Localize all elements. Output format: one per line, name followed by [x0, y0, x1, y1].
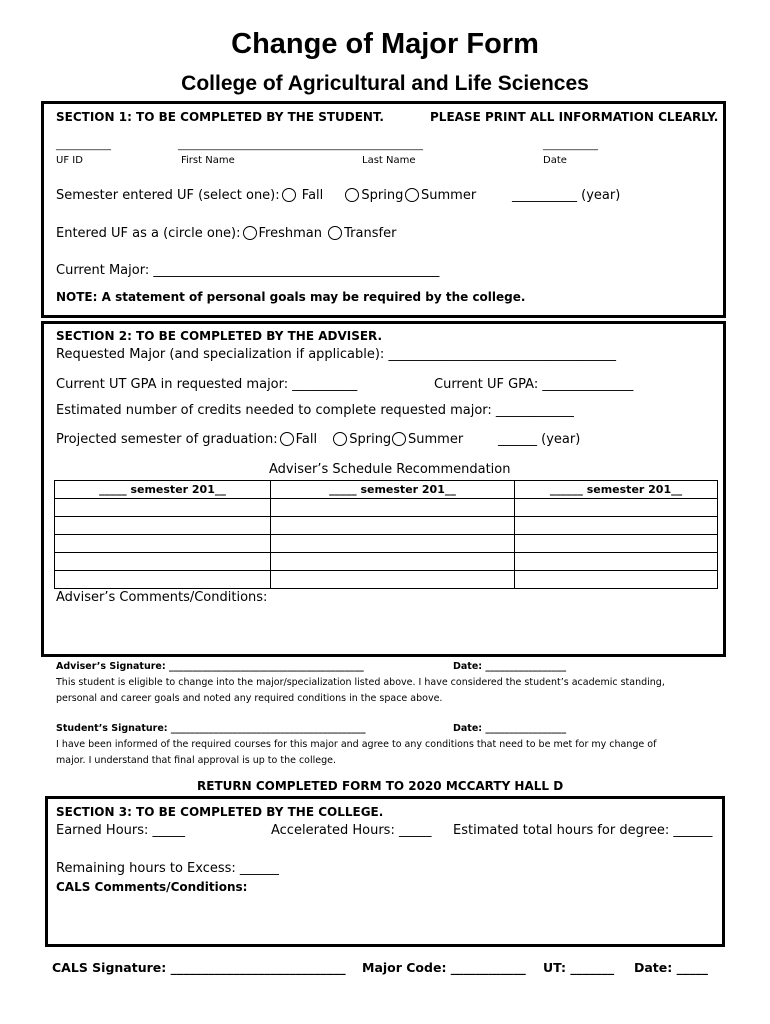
freshman-label: Freshman: [258, 226, 322, 241]
remaining-hours-field[interactable]: Remaining hours to Excess: ______: [56, 861, 279, 876]
grad-summer-label: Summer: [408, 432, 464, 447]
date-label: Date: [543, 155, 567, 166]
accelerated-hours-field[interactable]: Accelerated Hours: _____: [271, 823, 432, 838]
table-cell[interactable]: [515, 571, 718, 589]
personal-goals-note: NOTE: A statement of personal goals may be required by the college.: [56, 290, 526, 304]
spring-radio[interactable]: [345, 188, 359, 202]
semester-entered-row: [56, 188, 403, 203]
cals-signature-field[interactable]: CALS Signature: ____________________________: [52, 960, 346, 975]
graduation-row: [56, 432, 391, 447]
table-cell[interactable]: [271, 517, 515, 535]
cals-comments-label: CALS Comments/Conditions:: [56, 880, 248, 894]
adviser-statement-1: This student is eligible to change into the major/specialization listed above. I have considered the student’s academic standing,: [56, 677, 665, 688]
earned-hours-field[interactable]: Earned Hours: _____: [56, 823, 186, 838]
section1-box: [41, 101, 726, 318]
semester-prompt: Semester entered UF (select one):: [56, 188, 280, 203]
page-title: Change of Major Form: [231, 28, 539, 60]
fall-label: Fall: [301, 188, 324, 203]
summer-label: Summer: [421, 188, 477, 203]
section1-heading: SECTION 1: TO BE COMPLETED BY THE STUDENT.: [56, 110, 384, 124]
last-name-label: Last Name: [362, 155, 416, 166]
grad-spring-radio[interactable]: [333, 432, 347, 446]
grad-fall-radio[interactable]: [280, 432, 294, 446]
table-cell[interactable]: [55, 517, 271, 535]
entered-prompt: Entered UF as a (circle one):: [56, 226, 241, 241]
adviser-statement-2: personal and career goals and noted any required conditions in the space above.: [56, 693, 443, 704]
ut-field[interactable]: UT: _______: [543, 960, 615, 975]
table-cell[interactable]: [515, 553, 718, 571]
ufid-label: UF ID: [56, 155, 83, 166]
page-subtitle: College of Agricultural and Life Sciences: [181, 72, 589, 95]
summer-option: [403, 188, 476, 203]
grad-summer-option: [390, 432, 463, 447]
table-cell[interactable]: [515, 535, 718, 553]
schedule-title: Adviser’s Schedule Recommendation: [269, 462, 511, 477]
summer-radio[interactable]: [405, 188, 419, 202]
ut-gpa-field[interactable]: Current UT GPA in requested major: __________: [56, 377, 358, 392]
table-cell[interactable]: [55, 571, 271, 589]
fall-radio[interactable]: [282, 188, 296, 202]
schedule-table: [54, 480, 718, 589]
table-cell[interactable]: [55, 535, 271, 553]
table-cell[interactable]: [271, 535, 515, 553]
schedule-col1-header: _____ semester 201__: [55, 481, 271, 499]
first-name-label: First Name: [181, 155, 235, 166]
student-statement-1: I have been informed of the required courses for this major and agree to any conditions that need to be met for my change of: [56, 739, 657, 750]
grad-summer-radio[interactable]: [392, 432, 406, 446]
footer-date-field[interactable]: Date: _____: [634, 960, 708, 975]
credits-needed-field[interactable]: Estimated number of credits needed to complete requested major: ____________: [56, 403, 574, 418]
student-signature-field[interactable]: Student’s Signature: _________________________________________: [56, 723, 366, 734]
adviser-comments-label: Adviser’s Comments/Conditions:: [56, 590, 268, 605]
print-notice: PLEASE PRINT ALL INFORMATION CLEARLY.: [430, 110, 719, 124]
table-row: [55, 571, 718, 589]
table-header-row: [55, 481, 718, 499]
grad-spring-label: Spring: [349, 432, 392, 447]
schedule-col3-header: ______ semester 201__: [515, 481, 718, 499]
adviser-date-field[interactable]: Date: _________________: [453, 661, 567, 672]
return-notice: RETURN COMPLETED FORM TO 2020 MCCARTY HALL D: [197, 779, 564, 793]
transfer-label: Transfer: [344, 226, 397, 241]
table-row: [55, 553, 718, 571]
date-field[interactable]: ___________: [543, 140, 598, 151]
schedule-col2-header: _____ semester 201__: [271, 481, 515, 499]
freshman-radio[interactable]: [243, 226, 257, 240]
student-date-field[interactable]: Date: _________________: [453, 723, 567, 734]
table-row: [55, 535, 718, 553]
current-major-field[interactable]: Current Major: ____________________________________________: [56, 263, 440, 278]
name-field[interactable]: _________________________________________________: [178, 140, 423, 151]
adviser-signature-field[interactable]: Adviser’s Signature: _________________________________________: [56, 661, 364, 672]
major-code-field[interactable]: Major Code: ____________: [362, 960, 526, 975]
table-cell[interactable]: [55, 553, 271, 571]
section3-heading: SECTION 3: TO BE COMPLETED BY THE COLLEGE.: [56, 805, 384, 819]
table-cell[interactable]: [271, 571, 515, 589]
table-cell[interactable]: [55, 499, 271, 517]
spring-label: Spring: [361, 188, 404, 203]
estimated-hours-field[interactable]: Estimated total hours for degree: ______: [453, 823, 713, 838]
ufid-field[interactable]: ___________: [56, 140, 111, 151]
student-statement-2: major. I understand that final approval is up to the college.: [56, 755, 337, 766]
requested-major-field[interactable]: Requested Major (and specialization if applicable): ___________________________________: [56, 347, 616, 362]
grad-fall-label: Fall: [295, 432, 318, 447]
table-row: [55, 517, 718, 535]
entered-as-row: [56, 226, 396, 241]
section2-heading: SECTION 2: TO BE COMPLETED BY THE ADVISER.: [56, 329, 383, 343]
table-cell[interactable]: [515, 499, 718, 517]
uf-gpa-field[interactable]: Current UF GPA: ______________: [434, 377, 634, 392]
year-field[interactable]: __________ (year): [512, 188, 621, 203]
table-cell[interactable]: [271, 499, 515, 517]
table-cell[interactable]: [515, 517, 718, 535]
table-cell[interactable]: [271, 553, 515, 571]
graduation-prompt: Projected semester of graduation:: [56, 432, 278, 447]
grad-year-field[interactable]: ______ (year): [498, 432, 581, 447]
transfer-radio[interactable]: [328, 226, 342, 240]
table-row: [55, 499, 718, 517]
